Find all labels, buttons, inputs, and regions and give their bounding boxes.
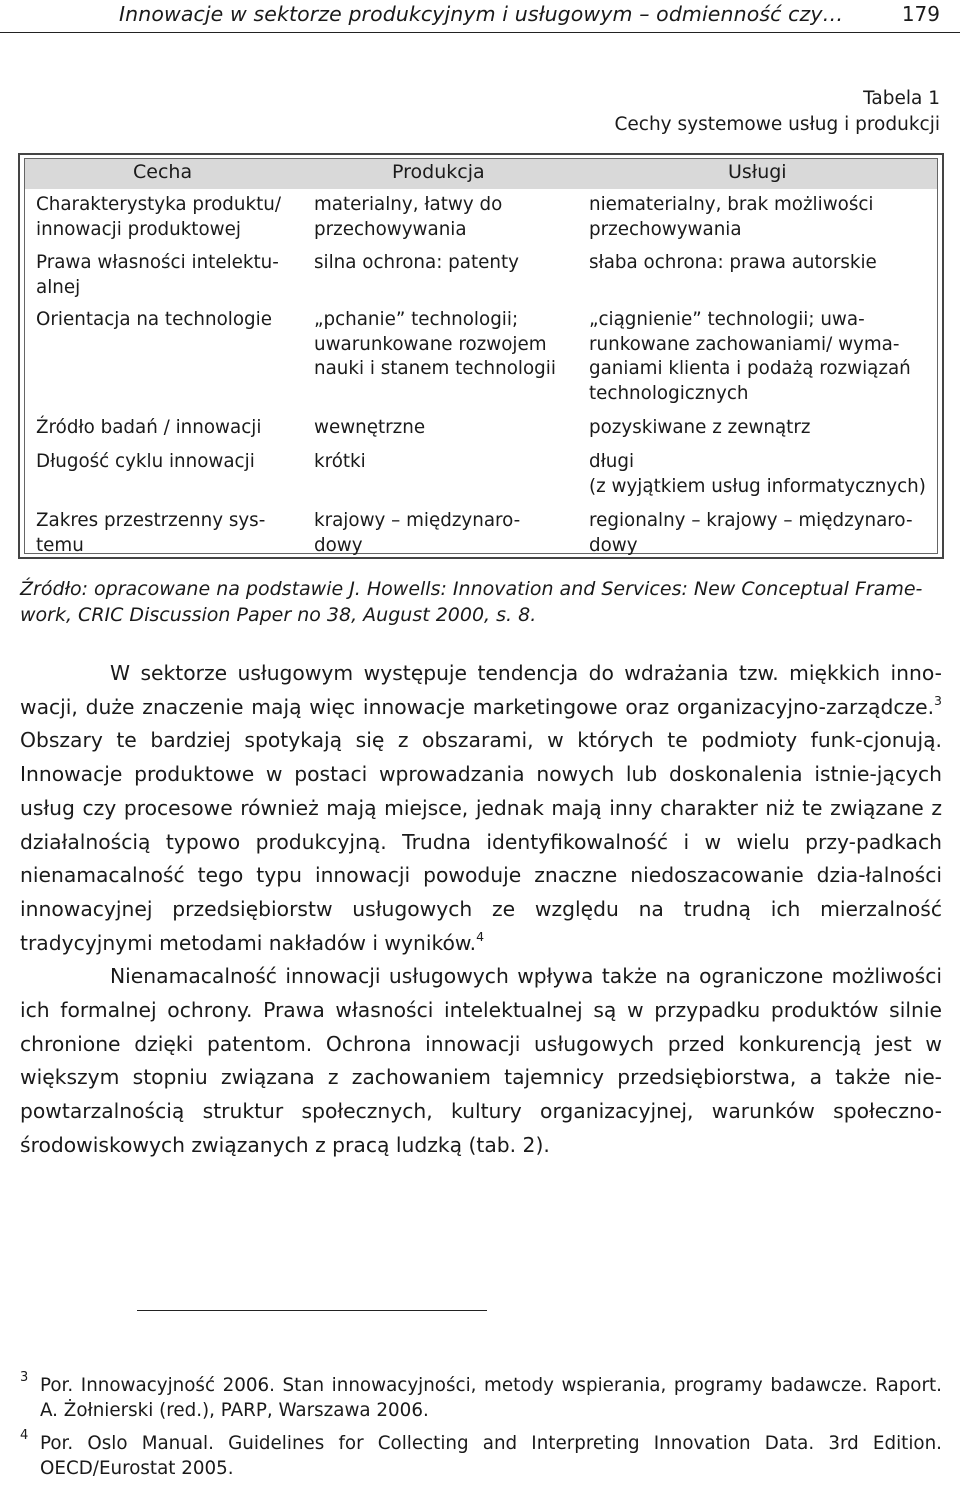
table-cell: Źródło badań / innowacji [36,417,262,438]
table-cell: Prawa własności intelektu- alnej [36,252,279,298]
footnote-text: Por. Oslo Manual. Guidelines for Collecting and Interpreting Innovation Data. 3rd Edition. OECD/Eurostat 2005. [40,1433,942,1479]
paragraph-text: Obszary te bardziej spotykają się z obszarami, w których te podmioty funk-cjonują. Innowacje produktowe w postaci wprowadzania nowych lub doskonalenia istnie-jących usług czy procesowe również mają miejsce, jednak mają inny charakter niż te związane z działalnością typowo produkcyjną. Trudna identyfikowalność i w wielu przy-padkach nienamacalność tego typu innowacji powoduje znaczne niedoszacowanie dzia-łalności innowacyjnej przedsiębiorstw usługowych ze względu na trudną ich mierzalność tradycyjnymi metodami nakładów i wyników. [20,728,942,955]
features-table [18,153,944,559]
table-cell: słaba ochrona: prawa autorskie [589,252,877,273]
table-cell: regionalny – krajowy – międzynaro- dowy [589,510,913,556]
table-cell: niematerialny, brak możliwości przechowywania [589,194,874,240]
table-title: Cechy systemowe usług i produkcji [614,114,940,135]
table-cell: „ciągnienie” technologii; uwa- runkowane zachowaniami/ wyma- ganiami klienta i podażą rozwiązań technologicznych [589,309,911,404]
table-cell: Charakterystyka produktu/ innowacji produktowej [36,194,281,240]
table-cell: materialny, łatwy do przechowywania [314,194,503,240]
paragraph [20,657,942,960]
footnote-ref: 4 [476,928,485,944]
footnote-divider [137,1310,487,1311]
table-cell: „pchanie” technologii; uwarunkowane rozwojem nauki i stanem technologii [314,309,556,379]
table-cell: silna ochrona: patenty [314,252,519,273]
running-header [0,0,960,33]
footnote-mark: 4 [20,1428,29,1443]
table-caption [614,86,940,138]
paragraph: Nienamacalność innowacji usługowych wpływa także na ograniczone możliwości ich formalnej ochrony. Prawa własności intelektualnej są w przypadku produktów silnie chronione dzięki patentom. Ochrona innowacji usługowych przed konkurencją jest w większym stopniu związana z zachowaniem tajemnicy przedsiębiorstwa, a także nie-powtarzalnością struktur społecznych, kultury organizacyjnej, warunków społeczno-środowiskowych związanych z pracą ludzką (tab. 2). [20,964,942,1157]
table-source-note: Źródło: opracowane na podstawie J. Howells: Innovation and Services: New Conceptual Frame-work, CRIC Discussion Paper no 38, August 2000, s. 8. [20,578,923,626]
footnote [20,1370,942,1423]
running-title: Innowacje w sektorze produkcyjnym i usługowym – odmienność czy… [119,2,844,26]
column-header-feature: Cecha [133,161,193,183]
paragraph-text: W sektorze usługowym występuje tendencja do wdrażania tzw. miękkich inno-wacji, duże znaczenie mają więc innowacje marketingowe oraz organizacyjno-zarządcze. [20,661,942,719]
table-label: Tabela 1 [863,88,940,109]
page-number: 179 [901,2,940,26]
table-cell: krótki [314,451,366,472]
column-header-services: Usługi [728,161,787,183]
footnote-mark: 3 [20,1370,29,1385]
body-text [20,657,942,1163]
table-cell: Orientacja na technologie [36,309,272,330]
footnote [20,1428,942,1481]
footnote-text: Por. Innowacyjność 2006. Stan innowacyjności, metody wspierania, programy badawcze. Raport. A. Żołnierski (red.), PARP, Warszawa 2006. [40,1375,942,1421]
table-inner-frame [24,158,938,554]
table-cell: wewnętrzne [314,417,426,438]
table-header-row [25,159,937,189]
table-cell: krajowy – międzynaro- dowy [314,510,521,556]
table-cell: Długość cyklu innowacji [36,451,255,472]
table-cell: Zakres przestrzenny sys- temu [36,510,266,556]
table-cell: długi (z wyjątkiem usług informatycznych) [589,451,926,497]
table-cell: pozyskiwane z zewnątrz [589,417,811,438]
footnote-ref: 3 [934,692,942,708]
column-header-production: Produkcja [392,161,485,183]
